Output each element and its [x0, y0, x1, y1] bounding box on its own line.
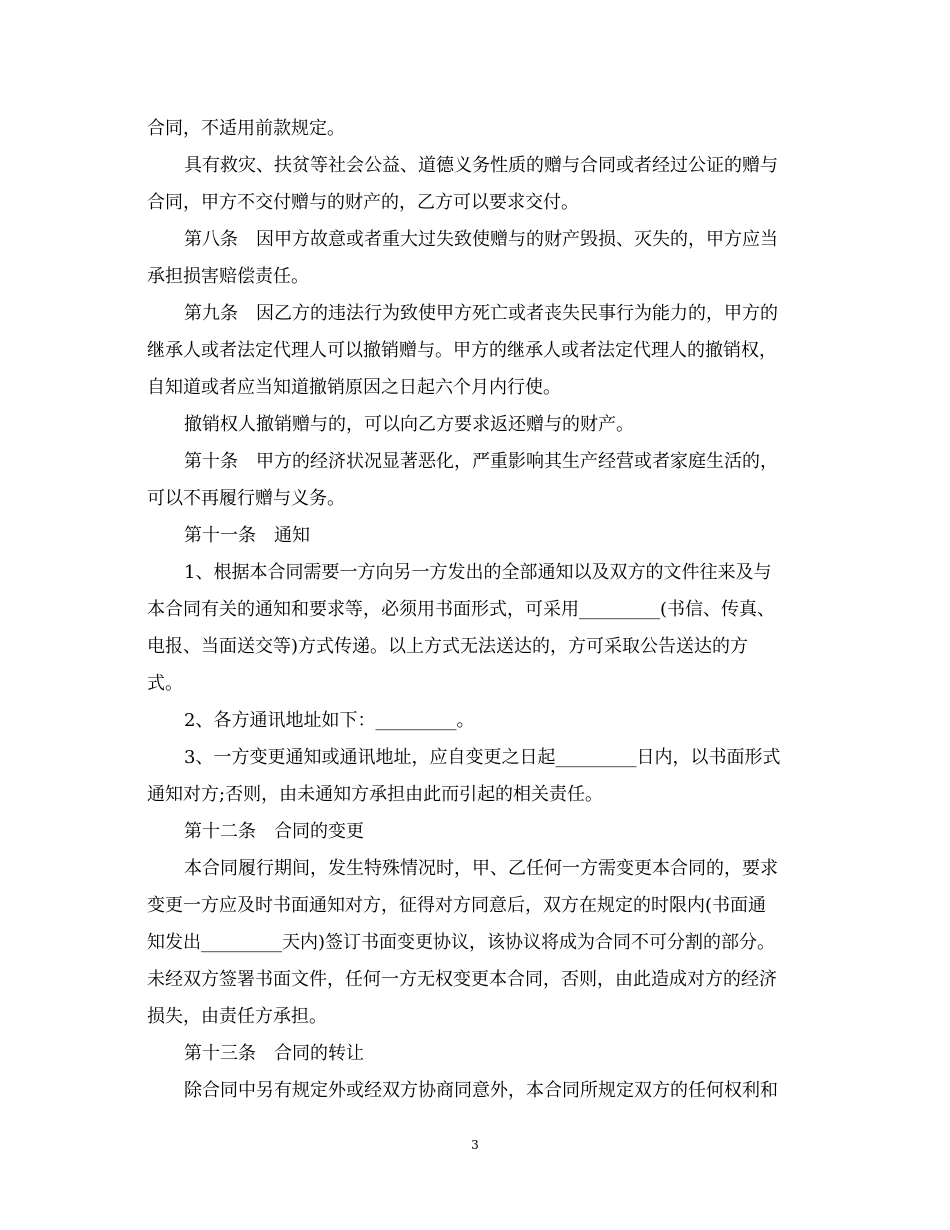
text-line: 撤销权人撤销赠与的，可以向乙方要求返还赠与的财产。 — [184, 414, 634, 435]
text-line: 合同，不适用前款规定。 — [147, 118, 345, 139]
text-line: 承担损害赔偿责任。 — [147, 266, 309, 287]
text-line: 本合同有关的通知和要求等，必须用书面形式，可采用_________(书信、传真、 — [147, 599, 776, 620]
text-line: 继承人或者法定代理人可以撤销赠与。甲方的继承人或者法定代理人的撤销权， — [147, 340, 777, 361]
text-line: 损失，由责任方承担。 — [147, 1006, 327, 1027]
text-line: 第九条 因乙方的违法行为致使甲方死亡或者丧失民事行为能力的，甲方的 — [184, 303, 778, 324]
text-line: 2、各方通讯地址如下：_________。 — [184, 710, 475, 731]
text-line: 式。 — [147, 673, 183, 694]
text-line: 具有救灾、扶贫等社会公益、道德义务性质的赠与合同或者经过公证的赠与 — [184, 155, 778, 176]
text-line: 第十条 甲方的经济状况显著恶化，严重影响其生产经营或者家庭生活的， — [184, 451, 778, 472]
section-heading: 第十三条 合同的转让 — [184, 1043, 364, 1064]
text-line: 除合同中另有规定外或经双方协商同意外，本合同所规定双方的任何权利和 — [184, 1080, 778, 1101]
section-heading: 第十一条 通知 — [184, 525, 310, 546]
text-line: 1、根据本合同需要一方向另一方发出的全部通知以及双方的文件往来及与 — [184, 562, 772, 583]
text-line: 合同，甲方不交付赠与的财产的，乙方可以要求交付。 — [147, 192, 579, 213]
text-line: 第八条 因甲方故意或者重大过失致使赠与的财产毁损、灭失的，甲方应当 — [184, 229, 778, 250]
text-line: 通知对方;否则，由未通知方承担由此而引起的相关责任。 — [147, 784, 604, 805]
section-heading: 第十二条 合同的变更 — [184, 821, 364, 842]
text-line: 电报、当面送交等)方式传递。以上方式无法送达的，方可采取公告送达的方 — [147, 636, 749, 657]
text-line: 本合同履行期间，发生特殊情况时，甲、乙任何一方需变更本合同的，要求 — [184, 858, 778, 879]
text-line: 可以不再履行赠与义务。 — [147, 488, 345, 509]
text-line: 自知道或者应当知道撤销原因之日起六个月内行使。 — [147, 377, 561, 398]
text-line: 未经双方签署书面文件，任何一方无权变更本合同，否则，由此造成对方的经济 — [147, 969, 777, 990]
page-number: 3 — [471, 1138, 479, 1152]
text-line: 变更一方应及时书面通知对方，征得对方同意后，双方在规定的时限内(书面通 — [147, 895, 767, 916]
text-line: 3、一方变更通知或通讯地址，应自变更之日起_________日内，以书面形式 — [184, 747, 781, 768]
text-line: 知发出_________天内)签订书面变更协议，该协议将成为合同不可分割的部分。 — [147, 932, 776, 953]
